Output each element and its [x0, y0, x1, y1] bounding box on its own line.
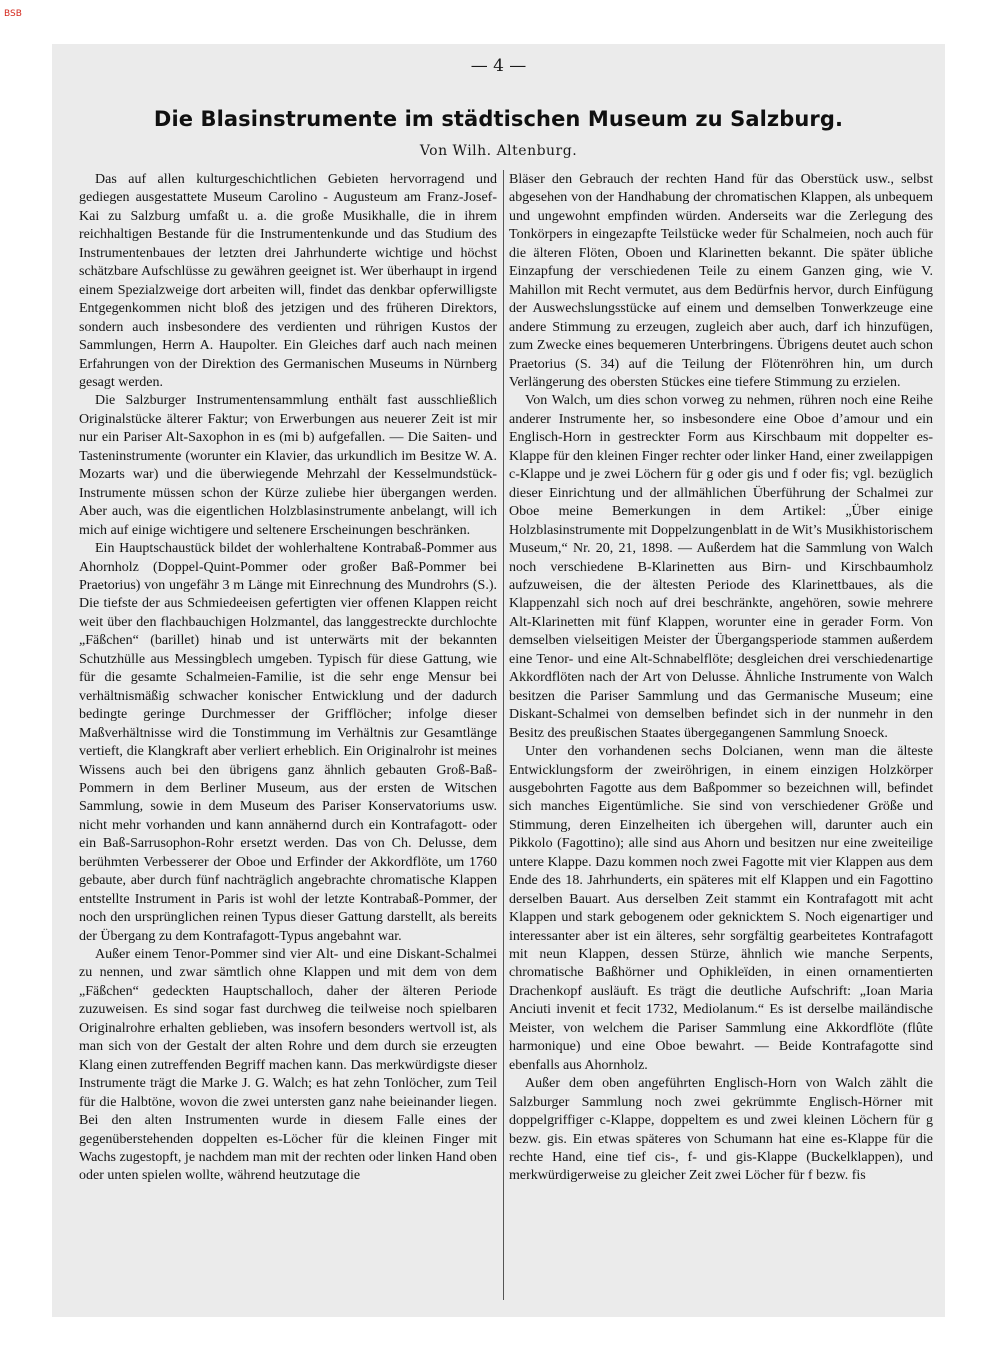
paragraph: Die Salzburger Instrumentensammlung enthält fast ausschließlich Originalstücke älterer Faktur; von Erwerbungen aus neuerer Zeit ist mir nur ein Pariser Alt-Saxophon in es (mi b) aufgefallen. — Die Saiten- und Tasteninstrumente (worunter ein Klavier, das urkundlich im Besitze W. A. Mozarts war) und die überwiegende Mehrzahl der Kesselmundstück-Instrumente müssen schon der Kürze zuliebe hier übergangen werden. Aber auch, was die eigentlichen Holzblasinstrumente anbelangt, will ich mich auf einige wichtigere und seltenere Erscheinungen beschränken. [79, 393, 497, 538]
paragraph: Außer einem Tenor-Pommer sind vier Alt- und eine Diskant-Schalmei zu nennen, und zwar sämtlich ohne Klappen und mit dem von dem „Fäßchen“ gedeckten Hauptschalloch, daher der älteren Periode zuzuweisen. Es sind sogar fast durchweg die teilweise noch spielbaren Originalrohre erhalten geblieben, was insofern besonders wertvoll ist, als man sich von der Gestalt der alten Rohre und dem durch sie erzeugten Klang einen zutreffenden Begriff machen kann. Das merkwürdigste dieser Instrumente trägt die Marke J. G. Walch; es hat zehn Tonlöcher, zum Teil für die Halbtöne, wovon die zwei untersten ganz nahe beieinander liegen. Bei den alten Instrumenten wurde in diesem Falle eines der gegenüberstehenden doppelten es-Löcher für die kleinen Finger mit Wachs zugestopft, je nachdem man mit der rechten oder linken Hand oben oder unten spielen wollte, während heutzutage die [79, 947, 497, 1184]
article-author: Von Wilh. Altenburg. [419, 143, 578, 159]
article-title: Die Blasinstrumente im städtischen Museum zu Salzburg. [153, 107, 844, 131]
paragraph: Von Walch, um dies schon vorweg zu nehmen, rühren noch eine Reihe anderer Instrumente her, so insbesondere eine Oboe d’amour und ein Englisch-Horn in gestreckter Form aus Kirschbaum mit doppelter es-Klappe für den kleinen Finger rechter oder linker Hand, einer zweilappigen c-Klappe und je zwei Löchern für g oder gis und f oder fis; vgl. bezüglich dieser Einrichtung und der allmählichen Überführung der Schalmei zur Oboe meine Bemerkungen in dem Artikel: „Über einige Holzblasinstrumente mit Doppelzungenblatt in de Wit’s Musikhistorischem Museum,“ Nr. 20, 21, 1898. — Außerdem hat die Sammlung von Walch noch verschiedene B-Klarinetten aus Birn- und Kirschbaumholz aufzuweisen, die der ältesten Periode des Klarinettbaues, als die Klappenzahl sich noch auf drei beschränkte, angehören, sowie mehrere Alt-Klarinetten mit fünf Klappen, worunter eine in gerader Form. Von demselben vielseitigen Meister der Übergangsperiode stammen außerdem eine Tenor- und eine Alt-Schnabelflöte; desgleichen drei verschiedenartige Akkordflöten nach der Art von Delusse. Ähnliche Instrumente von Walch besitzen die Pariser Sammlung und das Germanische Museum; eine Diskant-Schalmei von demselben befindet sich in der nunmehr in den Besitz des preußischen Staates übergegangenen Sammlung Snoeck. [509, 393, 933, 741]
left-column [79, 171, 497, 1186]
library-watermark: BSB [4, 9, 22, 19]
paragraph: Das auf allen kulturgeschichtlichen Gebieten hervorragend und gediegen ausgestattete Museum Carolino - Augusteum am Franz-Josef-Kai zu Salzburg umfaßt u. a. die große Musikhalle, die in ihrem reichhaltigen Bestande für die Instrumentenkunde und das Studium des Instrumentenbaues der letzten drei Jahrhunderte wichtige und höchst schätzbare Aufschlüsse zu gewähren geeignet ist. Wer überhaupt in irgend einem Spezialzweige dort arbeiten will, findet das denkbar opferwilligste Entgegenkommen nicht bloß des jetzigen und des früheren Direktors, sondern auch insbesondere des verdienten und rührigen Kustos der Sammlungen, Herrn A. Haupolter. Ein Gleiches darf auch nach meinen Erfahrungen von der Direktion des Germanischen Museums in Nürnberg gesagt werden. [79, 172, 497, 390]
paragraph: Bläser den Gebrauch der rechten Hand für das Oberstück usw., selbst abgesehen von der Handhabung der chromatischen Klappen, als unbequem und ungewohnt empfinden würden. Anderseits war die Zerlegung des Tonkörpers in eingezapfte Teilstücke weder für Schalmeien, noch auch für die älteren Flöten, Oboen und Klarinetten bekannt. Die später übliche Einzapfung der verschiedenen Teile zu einem Ganzen ging, wie V. Mahillon mit Recht vermutet, aus dem Bedürfnis hervor, durch Einfügung der Auswechslungsstücke auf einem und demselben Tonwerkzeuge eine andere Stimmung zu erzeugen, zugleich aber auch, darf ich hinzufügen, zum Zwecke eines bequemeren Unterbringens. Übrigens deutet auch schon Praetorius (S. 34) auf die Teilung der Flötenröhren hin, um durch Verlängerung des obersten Stückes eine tiefere Stimmung zu erzielen. [509, 172, 933, 390]
paragraph: Außer dem oben angeführten Englisch-Horn von Walch zählt die Salzburger Sammlung noch zwei gekrümmte Englisch-Hörner mit doppelgriffiger c-Klappe, doppeltem es und zwei kleinen Löchern für g bezw. gis. Ein etwas späteres von Schumann hat eine es-Klappe für die rechte Hand, eine tief cis-, f- und gis-Klappe (Buckelklappen), und merkwürdigerweise zu gleicher Zeit zwei Löcher für f bezw. fis [509, 1076, 933, 1184]
page-number: — 4 — [470, 56, 527, 76]
paragraph: Ein Hauptschaustück bildet der wohlerhaltene Kontrabaß-Pommer aus Ahornholz (Doppel-Quint-Pommer oder großer Baß-Pommer bei Praetorius) von ungefähr 3 m Länge mit Einrechnung des Mundrohrs (S.). Die tiefste der aus Schmiedeeisen gefertigten vier offenen Klappen reicht weit über den flachbauchigen Holzmantel, das langgestreckte durchlochte „Fäßchen“ (barillet) hinab und ist unterwärts mit der bekannten Schutzhülle aus Messingblech umgeben. Typisch für diese Gattung, wie für die gesamte Schalmeien-Familie, ist die sehr enge Mensur bei verhältnismäßig schwacher konischer Entwicklung und der dadurch bedingte geringe Durchmesser der Grifflöcher; infolge dieser Maßverhältnisse wird die Tonstimmung im Verhältnis zur Gesamtlänge vertieft, die Klangkraft aber verliert erheblich. Ein Originalrohr ist meines Wissens auch bei den übrigens ganz ähnlich gebauten Groß-Baß-Pommern in dem Berliner Museum, aus der ersten de Witschen Sammlung, sowie in dem Museum des Pariser Konservatoriums usw. nicht mehr vorhanden und kann annähernd durch ein Kontrafagott- oder ein Baß-Sarrusophon-Rohr ersetzt werden. Das von Ch. Delusse, dem berühmten Verbesserer der Oboe und Erfinder der Akkordflöte, um 1760 gebaute, aber durch fünf nachträglich angebrachte chromatische Klappen entstellte Instrument in Paris ist wohl der letzte Kontrabaß-Pommer, der noch den ursprünglichen reinen Typus dieser Gattung darstellt, als bereits der Übergang zu dem Kontrafagott-Typus angebahnt war. [79, 541, 497, 944]
paragraph: Unter den vorhandenen sechs Dolcianen, wenn man die älteste Entwicklungsform der zweiröhrigen, in einem einzigen Holzkörper ausgebohrten Fagotte aus dem Baßpommer so bezeichnen will, befindet sich manches Eigentümliche. Sie sind von verschiedener Größe und Stimmung, deren Einzelheiten ich übergehen will, darunter auch ein Pikkolo (Fagottino); alle sind aus Ahorn und besitzen nur eine zweiteilige untere Klappe. Dazu kommen noch zwei Fagotte mit vier Klappen aus dem Ende des 18. Jahrhunderts, ein späteres mit elf Klappen und ein Fagottino derselben Bauart. Aus derselben Zeit stammt ein Kontrafagott mit acht Klappen und stark gebogenem oder geknicktem S. Noch eigenartiger und interessanter aber ist ein älteres, sehr sorgfältig gearbeitetes Kontrafagott mit neun Klappen, dessen Stürze, ähnlich wie manche Serpents, chromatische Baßhörner und Ophikleïden, in einen ornamentierten Drachenkopf ausläuft. Es trägt die deutliche Aufschrift: „Ioan Maria Anciuti invenit et fecit 1732, Mediolanum.“ Es ist derselbe mailändische Meister, von welchem die Pariser Sammlung eine Akkordflöte (flûte harmonique) und eine Oboe bewahrt. — Beide Kontrafagotte sind ebenfalls aus Ahornholz. [509, 744, 933, 1073]
scanned-page [52, 44, 945, 1317]
column-divider [503, 170, 504, 1300]
right-column [509, 171, 933, 1186]
